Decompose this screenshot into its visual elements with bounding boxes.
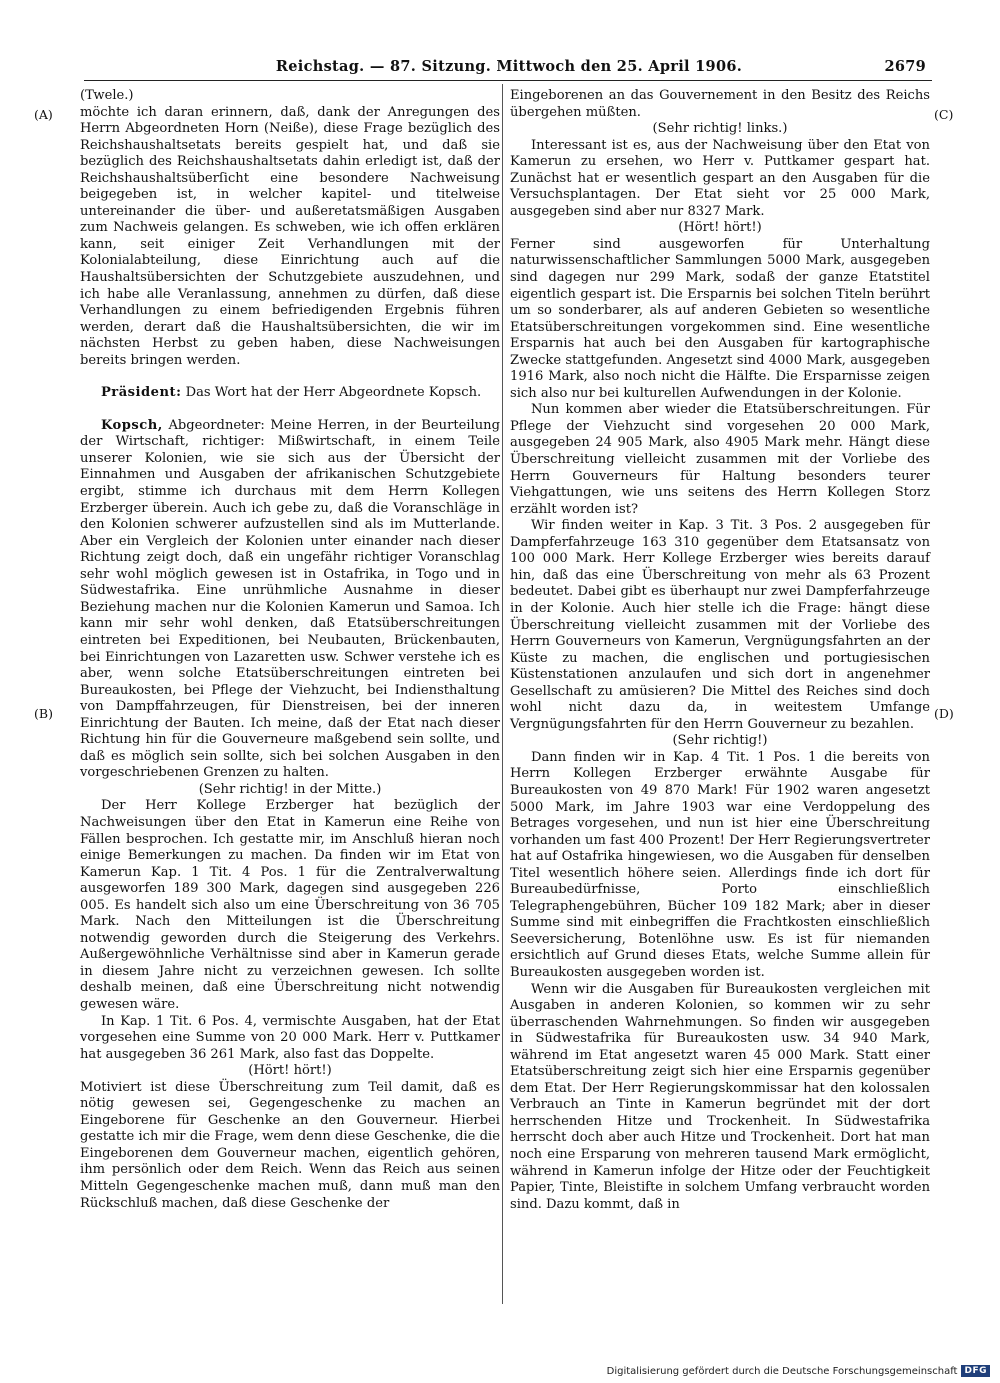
speaker-name: Kopsch, bbox=[100, 417, 163, 433]
paragraph: Ferner sind ausgeworfen für Unterhaltung naturwissenschaftlicher Sammlungen 5000 Mark, ausgegeben sind dagegen nur 299 Mark, sodaß der ganze Etatstitel eigentlich gespart ist. Die Ersparnis bei solchen Titeln berührt um so sonderbarer, als auf anderen Gebieten so wesentliche Etatsüberschreitungen vorgekommen sind. Eine wesentliche Ersparnis hat auch bei den Ausgaben für kartographische Zwecke stattgefunden. Angesetzt sind 4000 Mark, ausgegeben 1916 Mark, also noch nicht die Hälfte. Die Ersparnisse zeigen sich also nur bei kulturellen Aufwendungen in der Kolonie. bbox=[510, 236, 930, 401]
right-column bbox=[510, 88, 930, 1213]
paragraph-kopsch bbox=[80, 418, 500, 782]
speaker-name: Präsident: bbox=[100, 385, 182, 401]
running-title: Reichstag. — 87. Sitzung. Mittwoch den 25. April 1906. bbox=[275, 58, 743, 75]
paragraph: Eingeborenen an das Gouvernement in den Besitz des Reichs übergehen müßten. bbox=[510, 88, 930, 120]
page-number: 2679 bbox=[884, 58, 926, 75]
footer bbox=[607, 1365, 990, 1377]
left-column bbox=[80, 88, 500, 1212]
paragraph: Nun kommen aber wieder die Etatsüberschreitungen. Für Pflege der Viehzucht sind vorgesehen 20 000 Mark, ausgegeben 24 905 Mark, also 4905 Mark mehr. Hängt diese Überschreitung vielleicht zusammen mit der Vorliebe des Herrn Gouverneurs für Haltung besonders teurer Viehgattungen, wie uns seitens des Herrn Kollegen Storz erzählt worden ist? bbox=[510, 402, 930, 517]
paragraph: In Kap. 1 Tit. 6 Pos. 4, vermischte Ausgaben, hat der Etat vorgesehen eine Summe von 20 000 Mark. Herr v. Puttkamer hat ausgegeben 36 261 Mark, also fast das Doppelte. bbox=[80, 1013, 500, 1062]
paragraph: Interessant ist es, aus der Nachweisung über den Etat von Kamerun zu ersehen, wo Herr v. Puttkamer gespart hat. Zunächst hat er wesentlich gespart an den Ausgaben für die Versuchsplantagen. Der Etat sieht vor 25 000 Mark, ausgegeben sind aber nur 8327 Mark. bbox=[510, 137, 930, 219]
interjection: (Sehr richtig! in der Mitte.) bbox=[198, 781, 382, 797]
paragraph: Wenn wir die Ausgaben für Bureaukosten vergleichen mit Ausgaben in anderen Kolonien, so kommen wir zu sehr überraschenden Wahrnehmungen. So finden wir ausgegeben in Südwestafrika für Bureaukosten usw. 34 940 Mark, während im Etat angesetzt waren 45 000 Mark. Statt einer Etatsüberschreitung zeigt sich hier eine Ersparnis gegenüber dem Etat. Der Herr Regierungskommissar hat den kolossalen Verbrauch an Tinte in Kamerun begründet mit der dort herrschenden Hitze und Trockenheit. In Südwestafrika herrscht doch aber auch Hitze und Trockenheit. Dort hat man noch eine Ersparung von mehreren tausend Mark ermöglicht, während in Kamerun infolge der Hitze oder der Feuchtigkeit Papier, Tinte, Bleistifte in solchem Umfang verbraucht worden sind. Dazu kommt, daß in bbox=[510, 981, 930, 1212]
paragraph: Dann finden wir in Kap. 4 Tit. 1 Pos. 1 die bereits von Herrn Kollegen Erzberger erwähnte Ausgabe für Bureaukosten von 49 870 Mark! Für 1902 waren angesetzt 5000 Mark, im Jahre 1903 war eine Verdoppelung des Betrages vorgesehen, und nun ist hier eine Überschreitung vorhanden um fast 400 Prozent! Der Herr Regierungsvertreter hat auf Ostafrika hingewiesen, wo die Ausgaben für denselben Titel wesentlich höhere seien. Allerdings finde ich dort für Bureaubedürfnisse, Porto einschließlich Telegraphengebühren, Bücher 109 182 Mark; aber in dieser Summe sind mit einbegriffen die Frachtkosten einschließlich Seeversicherung, Botenlöhne usw. Es ist für niemanden ersichtlich auf Grund dieses Etats, welche Summe allein für Bureaukosten ausgegeben worden ist. bbox=[510, 749, 930, 980]
dfg-logo-icon: DFG bbox=[961, 1365, 990, 1377]
column-divider bbox=[502, 84, 503, 1304]
paragraph: Wir finden weiter in Kap. 3 Tit. 3 Pos. 2 ausgegeben für Dampferfahrzeuge 163 310 gegenüber dem Etatsansatz von 100 000 Mark. Herr Kollege Erzberger wies bereits darauf hin, daß das eine Überschreitung von mehr als 63 Prozent bedeutet. Dabei gibt es überhaupt nur zwei Dampferfahrzeuge in der Kolonie. Auch hier stelle ich die Frage: hängt diese Überschreitung vielleicht zusammen mit der Vorliebe des Herrn Gouverneurs von Kamerun, Vergnügungsfahrten an der Küste zu machen, die englischen und portugiesischen Küstenstationen anzulaufen und sich dort in angenehmer Gesellschaft zu amüsieren? Die Mittel des Reiches sind doch wohl nicht dazu da, in weitestem Umfange Vergnügungsfahrten für den Herrn Gouverneur zu bezahlen. bbox=[510, 518, 930, 732]
margin-letter-b: (B) bbox=[34, 706, 53, 721]
margin-letter-a: (A) bbox=[34, 107, 53, 122]
interjection: (Hört! hört!) bbox=[678, 220, 762, 236]
paragraph: möchte ich daran erinnern, daß, dank der Anregungen des Herrn Abgeordneten Horn (Neiße), diese Frage bezüglich des Reichshaushaltsetats bereits gespielt hat, und daß sie bezüglich des Reichshaushaltsetats dahin erledigt ist, daß der Reichshaushaltsüberſicht eine besondere Nachweisung beigegeben ist, in welcher kapitel- und titelweise untereinander die über- und außeretatsmäßigen Ausgaben zum Nachweis gelangen. Es schweben, wie ich offen erklären kann, seit einiger Zeit Verhandlungen mit der Kolonialabteilung, diese Einrichtung auch auf die Haushaltsübersichten der Schutzgebiete auszudehnen, und ich habe alle Veranlassung, annehmen zu dürfen, daß diese Verhandlungen zu einem befriedigenden Ergebnis führen werden, derart daß die Haushaltsübersichten, die wir im nächsten Herbst zu geben haben, diese Nachweisungen bereits bringen werden. bbox=[80, 104, 500, 368]
speaker-continuation-label: (Twele.) bbox=[80, 88, 134, 103]
header-rule bbox=[84, 80, 932, 81]
interjection: (Sehr richtig!) bbox=[672, 733, 768, 749]
speech-text: Abgeordneter: Meine Herren, in der Beurteilung der Wirtschaft, richtiger: Mißwirtschaft, in einem Teile unserer Kolonien, wie sie sich aus der Übersicht der Einnahmen und Ausgaben der afrikanischen Schutzgebiete ergibt, stimme ich durchaus mit dem Herrn Kollegen Erzberger überein. Auch ich gebe zu, daß die Voranschläge in den Kolonien schwerer aufzustellen sind als im Mutterlande. Aber ein Vergleich der Kolonien unter einander nach dieser Richtung zeigt doch, daß ein ungefähr richtiger Voranschlag sehr wohl möglich gewesen ist in Ostafrika, in Togo und in Südwestafrika. Eine unrühmliche Ausnahme in dieser Beziehung machen nur die Kolonien Kamerun und Samoa. Ich kann mir sehr wohl denken, daß Etatsüberschreitungen eintreten bei Expeditionen, bei Neubauten, Brückenbauten, bei Einrichtungen von Lazaretten usw. Schwer verstehe ich es aber, wenn solche Etatsüberschreitungen eintreten bei Bureaukosten, bei Pflege der Viehzucht, bei Indiensthaltung von Dampffahrzeugen, für Dienstreisen, bei der inneren Einrichtung der Bauten. Ich meine, daß der Etat nach dieser Richtung hin für die Gouverneure maßgebend sein sollte, und daß es möglich sein sollte, sich bei solchen Ausgaben in den vorgeschriebenen Grenzen zu halten. bbox=[80, 417, 500, 781]
page-header bbox=[84, 56, 934, 80]
paragraph-president bbox=[80, 385, 500, 402]
paragraph: Motiviert ist diese Überschreitung zum Teil damit, daß es nötig gewesen sei, Gegengeschenke zu machen an Eingeborene für Geschenke an den Gouverneur. Hierbei gestatte ich mir die Frage, wem denn diese Geschenke, die die Eingeborenen dem Gouverneur machen, eigentlich gehören, ihm persönlich oder dem Reich. Wenn das Reich aus seinen Mitteln Gegengeschenke machen muß, dann muß man den Rückschluß machen, daß diese Geschenke der bbox=[80, 1079, 500, 1211]
interjection: (Sehr richtig! links.) bbox=[652, 121, 788, 137]
interjection: (Hört! hört!) bbox=[248, 1063, 332, 1079]
speech-text: Das Wort hat der Herr Abgeordnete Kopsch. bbox=[181, 385, 482, 401]
margin-letter-c: (C) bbox=[934, 107, 954, 122]
paragraph: Der Herr Kollege Erzberger hat bezüglich der Nachweisungen über den Etat in Kamerun eine Reihe von Fällen besprochen. Ich gestatte mir, im Anschluß hieran noch einige Bemerkungen zu machen. Da finden wir im Etat von Kamerun Kap. 1 Tit. 4 Pos. 1 für die Zentralverwaltung ausgeworfen 189 300 Mark, dagegen sind ausgegeben 226 005. Es handelt sich also um eine Überschreitung von 36 705 Mark. Nach den Mitteilungen ist die Überschreitung notwendig geworden durch die Steigerung des Verkehrs. Außergewöhnliche Verhältnisse sind aber in Kamerun gerade in diesem Jahre nicht zu verzeichnen gewesen. Ich sollte deshalb meinen, daß eine Überschreitung nicht notwendig gewesen wäre. bbox=[80, 798, 500, 1012]
funding-note: Digitalisierung gefördert durch die Deutsche Forschungsgemeinschaft bbox=[606, 1365, 958, 1377]
margin-letter-d: (D) bbox=[934, 706, 954, 721]
